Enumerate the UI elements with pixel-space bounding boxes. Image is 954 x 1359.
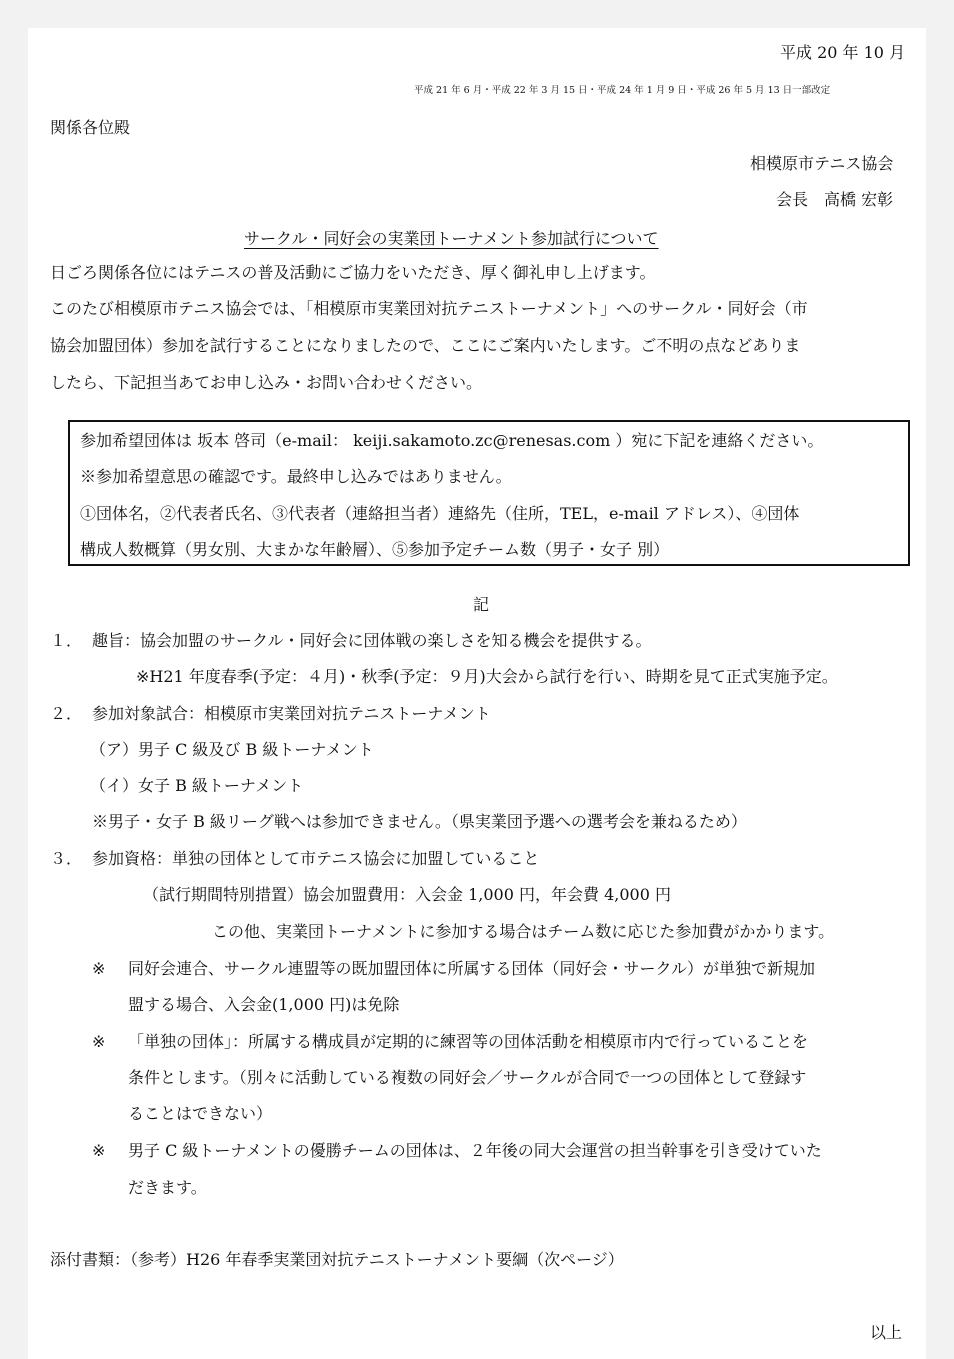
intro-line: このたび相模原市テニス協会では、「相模原市実業団対抗テニストーナメント」へのサークル・同好会（市 xyxy=(50,299,808,318)
intro-line: 日ごろ関係各位にはテニスの普及活動にご協力をいただき、厚く御礼申し上げます。 xyxy=(50,263,656,282)
note-line: 男子 C 級トーナメントの優勝チームの団体は、２年後の同大会運営の担当幹事を引き受けていた xyxy=(128,1141,822,1160)
ki-heading: 記 xyxy=(473,595,490,614)
contact-box-line: ※参加希望意思の確認です。最終申し込みではありません。 xyxy=(80,467,512,486)
item-3-fee: （試行期間特別措置）協会加盟費用：入会金 1,000 円，年会費 4,000 円 xyxy=(143,885,671,904)
note-line: 「単独の団体」：所属する構成員が定期的に練習等の団体活動を相模原市内で行っていることを xyxy=(128,1032,809,1051)
item-3-other: この他、実業団トーナメントに参加する場合はチーム数に応じた参加費がかかります。 xyxy=(212,922,835,941)
item-2-note: ※男子・女子 B 級リーグ戦へは参加できません。（県実業団予選への選考会を兼ねるため） xyxy=(92,812,747,831)
contact-box-line: 構成人数概算（男女別、大まかな年齢層）、⑤参加予定チーム数（男子・女子 別） xyxy=(80,540,670,559)
sender-name: 会長 高橋 宏彰 xyxy=(776,190,894,209)
item-1-note: ※H21 年度春季(予定：４月)・秋季(予定：９月)大会から試行を行い、時期を見て正式実施予定。 xyxy=(136,667,838,686)
closing-mark: 以上 xyxy=(870,1323,903,1342)
contact-box-line: ①団体名，②代表者氏名、③代表者（連絡担当者）連絡先（住所，TEL，e-mail アドレス）、④団体 xyxy=(80,504,800,523)
note-line: だきます。 xyxy=(128,1178,207,1197)
addressee: 関係各位殿 xyxy=(50,118,131,137)
item-number: ２． xyxy=(50,704,83,723)
revision-history: 平成 21 年 6 月・平成 22 年 3 月 15 日・平成 24 年 1 月 9 日・平成 26 年 5 月 13 日一部改定 xyxy=(414,85,831,96)
intro-line: したら、下記担当あてお申し込み・お問い合わせください。 xyxy=(50,373,483,392)
item-2-sub-b: （イ）女子 B 級トーナメント xyxy=(90,776,304,795)
note-mark: ※ xyxy=(92,1032,106,1051)
note-mark: ※ xyxy=(92,1141,106,1160)
note-line: 盟する場合、入会金(1,000 円)は免除 xyxy=(128,995,400,1014)
item-number: １． xyxy=(50,631,83,650)
sender-organization: 相模原市テニス協会 xyxy=(750,154,894,173)
note-line: 同好会連合、サークル連盟等の既加盟団体に所属する団体（同好会・サークル）が単独で新規加 xyxy=(128,959,816,978)
item-3-text: 参加資格：単独の団体として市テニス協会に加盟していること xyxy=(92,849,540,868)
item-2-text: 参加対象試合：相模原市実業団対抗テニストーナメント xyxy=(92,704,491,723)
note-line: 条件とします。（別々に活動している複数の同好会／サークルが合同で一つの団体として登録す xyxy=(128,1068,807,1087)
item-2-sub-a: （ア）男子 C 級及び B 級トーナメント xyxy=(90,740,374,759)
note-line: ることはできない） xyxy=(128,1104,273,1123)
document-date: 平成 20 年 10 月 xyxy=(780,43,906,62)
item-1-text: 趣旨：協会加盟のサークル・同好会に団体戦の楽しさを知る機会を提供する。 xyxy=(92,631,652,650)
item-number: ３． xyxy=(50,849,83,868)
note-mark: ※ xyxy=(92,959,106,978)
intro-line: 協会加盟団体）参加を試行することになりましたので、ここにご案内いたします。ご不明の点などありま xyxy=(50,336,801,355)
attachment-line: 添付書類：（参考）H26 年春季実業団対抗テニストーナメント要綱（次ページ） xyxy=(50,1250,624,1269)
contact-box-line: 参加希望団体は 坂本 啓司（e-mail： keiji.sakamoto.zc@renesas.com ）宛に下記を連絡ください。 xyxy=(80,431,824,450)
document-title: サークル・同好会の実業団トーナメント参加試行について xyxy=(244,229,659,248)
